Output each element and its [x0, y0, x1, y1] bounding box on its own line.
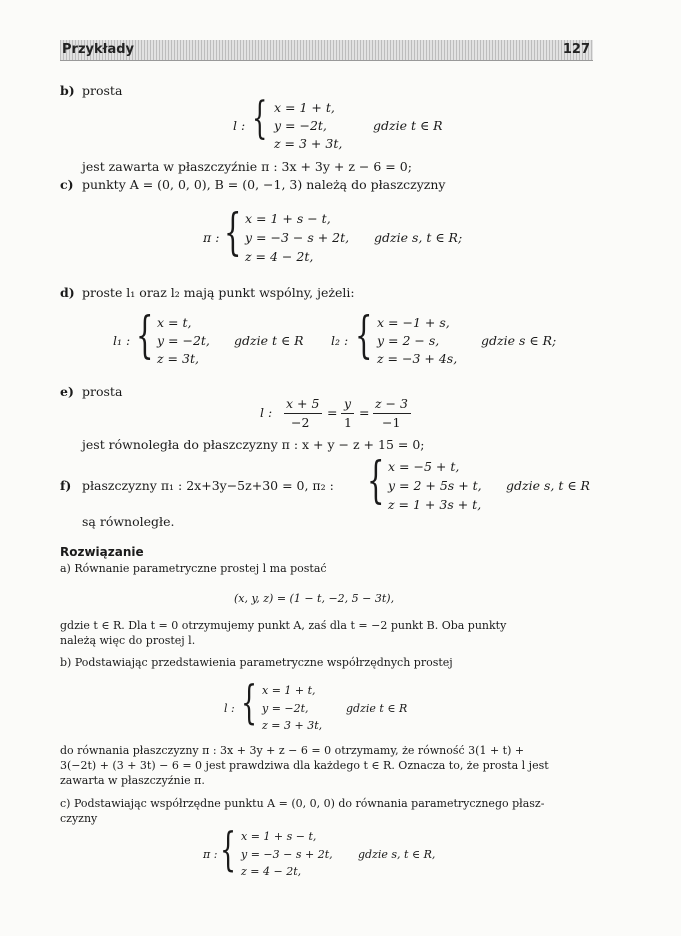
- item-b-word: prosta: [82, 83, 123, 98]
- solution-c-condition: gdzie s, t ∈ R,: [358, 848, 436, 861]
- solution-b-brace: {: [241, 675, 258, 729]
- item-d-line1-condition: gdzie t ∈ R: [234, 333, 304, 348]
- item-f-text: płaszczyzny π₁ : 2x+3y−5z+30 = 0, π₂ :: [82, 478, 334, 493]
- item-b-condition: gdzie t ∈ R: [373, 118, 443, 133]
- item-b-eq1: x = 1 + t,: [274, 100, 335, 115]
- item-d-line2-eq3: z = −3 + 4s,: [377, 351, 458, 366]
- solution-c-line-2: czyzny: [60, 812, 98, 825]
- solution-b-eq2: y = −2t,: [262, 702, 309, 715]
- item-e-denominator-1: −2: [291, 415, 310, 430]
- solution-b-line-name: l :: [224, 702, 235, 715]
- solution-c-line-1: c) Podstawiając współrzędne punktu A = (0, 0, 0) do równania parametrycznego płasz-: [60, 797, 545, 810]
- item-d-line1-eq2: y = −2t,: [157, 333, 210, 348]
- item-c-brace: {: [224, 203, 242, 261]
- item-b-label: b): [60, 83, 75, 98]
- item-c-eq3: z = 4 − 2t,: [245, 249, 314, 264]
- item-c-label: c): [60, 177, 74, 192]
- solution-c-eq2: y = −3 − s + 2t,: [241, 848, 333, 861]
- solution-a-line-3: należą więc do prostej l.: [60, 634, 196, 647]
- item-b-line-name: l :: [233, 118, 246, 133]
- solution-a-formula: (x, y, z) = (1 − t, −2, 5 − 3t),: [234, 592, 395, 605]
- item-e-fraction-bar-3: [373, 413, 411, 414]
- item-b-eq3: z = 3 + 3t,: [274, 136, 343, 151]
- solution-heading: Rozwiązanie: [60, 545, 144, 559]
- item-e-numerator-1: x + 5: [286, 396, 320, 411]
- item-f-eq1: x = −5 + t,: [388, 459, 460, 474]
- solution-b-line-3: 3(−2t) + (3 + 3t) − 6 = 0 jest prawdziwa dla każdego t ∈ R. Oznacza to, że prosta l jest: [60, 759, 549, 772]
- solution-c-eq3: z = 4 − 2t,: [241, 865, 302, 878]
- item-d-line1-eq3: z = 3t,: [157, 351, 199, 366]
- item-e-equals-2: =: [359, 405, 370, 420]
- solution-c-eq1: x = 1 + s − t,: [241, 830, 317, 843]
- page-number: 127: [562, 42, 590, 57]
- item-b-eq2: y = −2t,: [274, 118, 327, 133]
- item-e-fraction-bar-2: [341, 413, 354, 414]
- item-e-equals-1: =: [327, 405, 338, 420]
- item-c-plane-name: π :: [203, 230, 220, 245]
- item-f-eq2: y = 2 + 5s + t,: [388, 478, 482, 493]
- solution-b-line-4: zawarta w płaszczyźnie π.: [60, 774, 205, 787]
- item-f-conclusion: są równoległe.: [82, 514, 175, 529]
- item-f-label: f): [60, 478, 72, 493]
- item-c-text: punkty A = (0, 0, 0), B = (0, −1, 3) należą do płaszczyzny: [82, 177, 446, 192]
- item-d-line2-eq2: y = 2 − s,: [377, 333, 440, 348]
- item-d-brace-2: {: [355, 306, 373, 364]
- item-d-label: d): [60, 285, 75, 300]
- item-e-line-name: l :: [260, 405, 273, 420]
- solution-b-eq3: z = 3 + 3t,: [262, 719, 323, 732]
- item-d-line2-eq1: x = −1 + s,: [377, 315, 450, 330]
- item-e-conclusion: jest równoległa do płaszczyzny π : x + y − z + 15 = 0;: [82, 437, 425, 452]
- item-d-line1-eq1: x = t,: [157, 315, 192, 330]
- solution-b-condition: gdzie t ∈ R: [346, 702, 408, 715]
- item-f-brace: {: [367, 451, 385, 509]
- item-d-text: proste l₁ oraz l₂ mają punkt wspólny, jeżeli:: [82, 285, 355, 300]
- item-d-line2-name: l₂ :: [331, 333, 349, 348]
- item-b-brace: {: [252, 93, 268, 144]
- solution-c-brace: {: [220, 822, 237, 876]
- item-d-line2-condition: gdzie s ∈ R;: [481, 333, 557, 348]
- item-e-fraction-bar-1: [284, 413, 322, 414]
- solution-b-eq1: x = 1 + t,: [262, 684, 316, 697]
- item-c-eq1: x = 1 + s − t,: [245, 211, 331, 226]
- running-header: [60, 40, 593, 61]
- item-e-label: e): [60, 384, 74, 399]
- item-d-line1-name: l₁ :: [113, 333, 131, 348]
- item-f-eq3: z = 1 + 3s + t,: [388, 497, 482, 512]
- section-title: Przykłady: [62, 42, 135, 57]
- item-c-condition: gdzie s, t ∈ R;: [374, 230, 463, 245]
- solution-a-line-2: gdzie t ∈ R. Dla t = 0 otrzymujemy punkt A, zaś dla t = −2 punkt B. Oba punkty: [60, 619, 507, 632]
- solution-b-line-2: do równania płaszczyzny π : 3x + 3y + z − 6 = 0 otrzymamy, że równość 3(1 + t) +: [60, 744, 525, 757]
- item-b-conclusion: jest zawarta w płaszczyźnie π : 3x + 3y + z − 6 = 0;: [82, 159, 412, 174]
- item-e-numerator-3: z − 3: [375, 396, 408, 411]
- solution-b-line-1: b) Podstawiając przedstawienia parametryczne współrzędnych prostej: [60, 656, 453, 669]
- item-f-condition: gdzie s, t ∈ R: [506, 478, 590, 493]
- item-c-eq2: y = −3 − s + 2t,: [245, 230, 350, 245]
- item-e-numerator-2: y: [344, 396, 352, 411]
- solution-c-plane-name: π :: [203, 848, 218, 861]
- item-d-brace-1: {: [136, 306, 154, 364]
- item-e-denominator-2: 1: [344, 415, 352, 430]
- item-e-denominator-3: −1: [382, 415, 401, 430]
- solution-a-line-1: a) Równanie parametryczne prostej l ma postać: [60, 562, 327, 575]
- item-e-word: prosta: [82, 384, 123, 399]
